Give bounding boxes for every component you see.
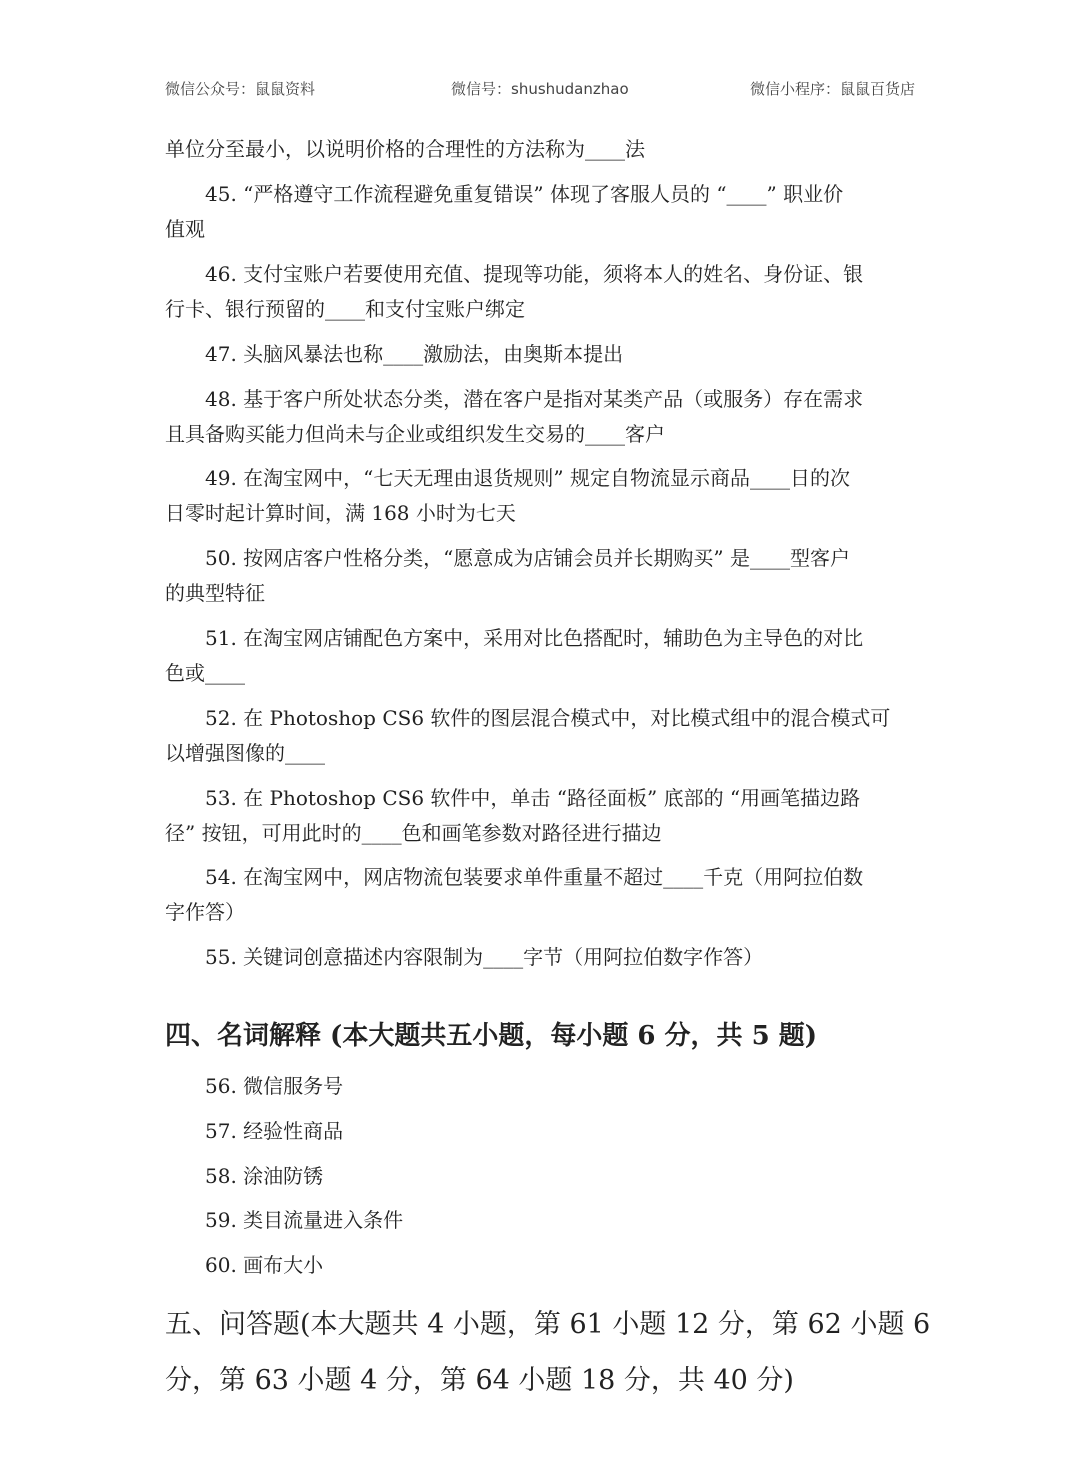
question-45: 45. “严格遵守工作流程避免重复错误” 体现了客服人员的 “____” 职业价: [205, 182, 844, 206]
question-50-continuation: 的典型特征: [165, 581, 265, 605]
term-56: 56. 微信服务号: [205, 1074, 344, 1098]
question-50: 50. 按网店客户性格分类，“愿意成为店铺会员并长期购买” 是____型客户: [205, 546, 850, 570]
question-49-continuation: 日零时起计算时间，满 168 小时为七天: [165, 501, 516, 525]
question-53: 53. 在 Photoshop CS6 软件中，单击 “路径面板” 底部的 “用画笔描边路: [205, 786, 861, 810]
question-44-continuation: 单位分至最小，以说明价格的合理性的方法称为____法: [165, 137, 645, 161]
section-4-title: 四、名词解释 (本大题共五小题，每小题 6 分，共 5 题): [165, 1021, 818, 1051]
header-wechat-account: 微信公众号：鼠鼠资料: [165, 80, 316, 98]
question-51-continuation: 色或____: [165, 661, 245, 685]
question-49: 49. 在淘宝网中，“七天无理由退货规则” 规定自物流显示商品____日的次: [205, 466, 850, 490]
question-46-continuation: 行卡、银行预留的____和支付宝账户绑定: [165, 297, 525, 321]
question-52: 52. 在 Photoshop CS6 软件的图层混合模式中，对比模式组中的混合模式可: [205, 706, 891, 730]
question-45-continuation: 值观: [165, 217, 205, 241]
question-52-continuation: 以增强图像的____: [165, 741, 325, 765]
section-5-title-line-1: 五、问答题(本大题共 4 小题，第 61 小题 12 分，第 62 小题 6: [165, 1309, 931, 1340]
question-54: 54. 在淘宝网中，网店物流包装要求单件重量不超过____千克（用阿拉伯数: [205, 865, 864, 889]
question-47: 47. 头脑风暴法也称____激励法，由奥斯本提出: [205, 342, 624, 366]
question-46: 46. 支付宝账户若要使用充值、提现等功能，须将本人的姓名、身份证、银: [205, 262, 864, 286]
question-48-continuation: 且具备购买能力但尚未与企业或组织发生交易的____客户: [165, 422, 665, 446]
question-53-continuation: 径” 按钮，可用此时的____色和画笔参数对路径进行描边: [165, 821, 662, 845]
header-mini-program: 微信小程序：鼠鼠百货店: [749, 80, 915, 98]
question-55: 55. 关键词创意描述内容限制为____字节（用阿拉伯数字作答）: [205, 945, 764, 969]
term-59: 59. 类目流量进入条件: [205, 1208, 404, 1232]
term-60: 60. 画布大小: [205, 1253, 324, 1277]
question-51: 51. 在淘宝网店铺配色方案中，采用对比色搭配时，辅助色为主导色的对比: [205, 626, 864, 650]
question-48: 48. 基于客户所处状态分类，潜在客户是指对某类产品（或服务）存在需求: [205, 387, 864, 411]
page-header: [165, 78, 915, 102]
question-54-continuation: 字作答）: [165, 900, 245, 924]
section-5-title-line-2: 分，第 63 小题 4 分，第 64 小题 18 分，共 40 分): [165, 1365, 794, 1396]
term-57: 57. 经验性商品: [205, 1119, 344, 1143]
term-58: 58. 涂油防锈: [205, 1164, 324, 1188]
header-wechat-id: 微信号：shushudanzhao: [451, 80, 629, 98]
